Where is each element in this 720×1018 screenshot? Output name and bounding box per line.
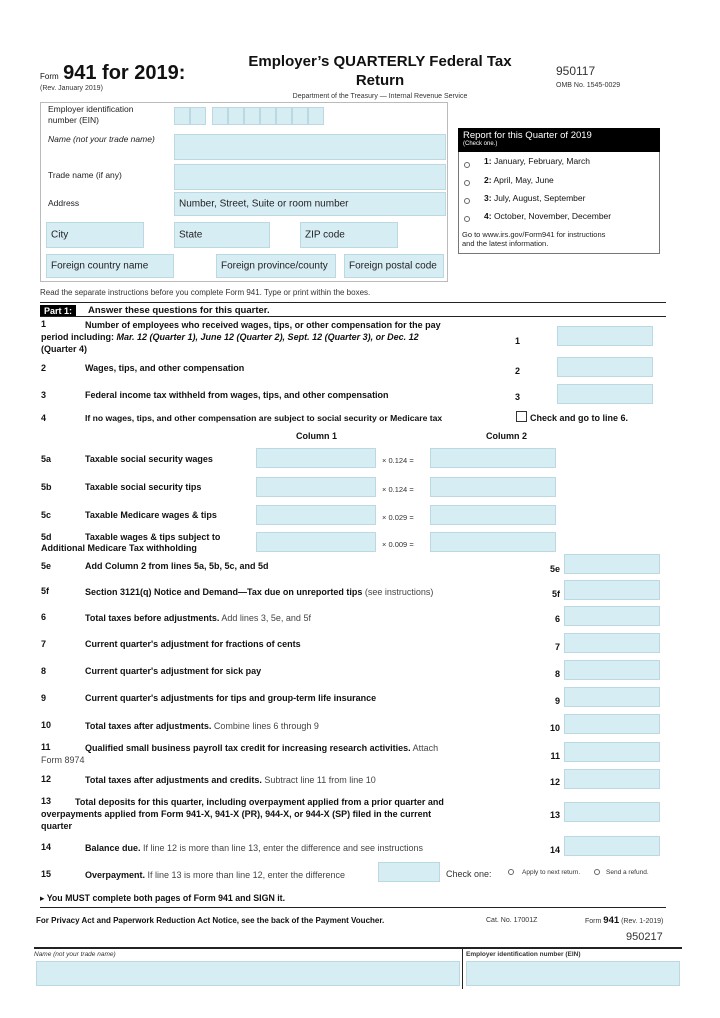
zip-input[interactable] bbox=[300, 222, 398, 248]
line4-checkbox[interactable] bbox=[516, 411, 527, 422]
line5a-number: 5a bbox=[41, 454, 52, 464]
line15-number: 15 bbox=[41, 869, 52, 879]
radio-icon[interactable] bbox=[464, 216, 470, 222]
address-label: Address bbox=[48, 198, 80, 208]
line5b-col1-input[interactable] bbox=[256, 477, 376, 497]
line15-apply-next-return: Apply to next return. bbox=[522, 869, 581, 876]
form-code: 950117 bbox=[556, 64, 596, 78]
line10-number: 10 bbox=[41, 720, 52, 730]
line5e-number: 5e bbox=[41, 561, 52, 571]
quarter-title: Report for this Quarter of 2019 bbox=[463, 130, 592, 141]
line5b-col2-input[interactable] bbox=[430, 477, 556, 497]
privacy-notice: For Privacy Act and Paperwork Reduction Act Notice, see the back of the Payment Voucher. bbox=[36, 916, 385, 925]
department: Department of the Treasury — Internal Revenue Service bbox=[292, 93, 468, 100]
foreign-postal-label: Foreign postal code bbox=[349, 260, 437, 272]
line5a-col1-input[interactable] bbox=[256, 448, 376, 468]
line8-text: Current quarter's adjustment for sick pay bbox=[85, 666, 262, 676]
line5c-col2-input[interactable] bbox=[430, 505, 556, 525]
line2-number: 2 bbox=[41, 363, 47, 373]
line5c-multiplier: × 0.029 = bbox=[382, 513, 414, 522]
line14-text: Balance due. If line 12 is more than line 13, enter the difference and see instructions bbox=[85, 843, 424, 853]
line6-number: 6 bbox=[41, 612, 47, 622]
line5a-multiplier: × 0.124 = bbox=[382, 456, 414, 465]
line3-input[interactable] bbox=[557, 384, 653, 404]
line3-number: 3 bbox=[41, 390, 47, 400]
column2-header: Column 2 bbox=[486, 431, 528, 441]
form-code-page2: 950217 bbox=[626, 931, 663, 943]
line13-input[interactable] bbox=[564, 802, 660, 822]
line12-number: 12 bbox=[41, 774, 52, 784]
line5c-col1-input[interactable] bbox=[256, 505, 376, 525]
foreign-province-input[interactable] bbox=[216, 254, 336, 278]
footer-rule bbox=[40, 907, 666, 908]
omb-number: OMB No. 1545-0029 bbox=[556, 82, 621, 89]
line5b-text: Taxable social security tips bbox=[85, 482, 202, 492]
part1-tag: Part 1: bbox=[40, 305, 76, 317]
line4-check-label: Check and go to line 6. bbox=[530, 413, 629, 423]
line10-input[interactable] bbox=[564, 714, 660, 734]
line9-number: 9 bbox=[41, 693, 47, 703]
line6-text: Total taxes before adjustments. Add lines 3, 5e, and 5f bbox=[85, 613, 311, 623]
main-title-line1: Employer’s QUARTERLY Federal Tax bbox=[248, 53, 512, 70]
line15-send-refund: Send a refund. bbox=[606, 869, 649, 876]
street-input[interactable] bbox=[174, 192, 446, 216]
line4-number: 4 bbox=[41, 413, 47, 423]
name-input[interactable] bbox=[174, 134, 446, 160]
line14-number: 14 bbox=[41, 842, 52, 852]
line6-box-label: 6 bbox=[554, 614, 560, 624]
name-label: Name (not your trade name) bbox=[48, 134, 155, 144]
line12-text: Total taxes after adjustments and credits. Subtract line 11 from line 10 bbox=[85, 775, 376, 785]
part1-bottom-rule bbox=[40, 316, 666, 317]
line5d-text: Taxable wages & tips subject to Additional Medicare Tax withholding bbox=[41, 532, 221, 553]
line5d-number: 5d bbox=[41, 532, 52, 542]
city-input[interactable] bbox=[46, 222, 144, 248]
ein-label: Employer identification number (EIN) bbox=[48, 104, 134, 125]
page2-divider bbox=[462, 949, 463, 989]
line5a-text: Taxable social security wages bbox=[85, 454, 213, 464]
line5e-box-label: 5e bbox=[549, 564, 560, 574]
line3-text: Federal income tax withheld from wages, tips, and other compensation bbox=[85, 390, 389, 400]
line3-box-label: 3 bbox=[514, 392, 520, 402]
page2-ein-input[interactable] bbox=[466, 961, 680, 986]
street-placeholder: Number, Street, Suite or room number bbox=[179, 198, 349, 210]
line11-input[interactable] bbox=[564, 742, 660, 762]
quarter-box-header bbox=[458, 128, 660, 152]
radio-icon[interactable] bbox=[508, 869, 514, 875]
line5c-text: Taxable Medicare wages & tips bbox=[85, 510, 217, 520]
page2-name-input[interactable] bbox=[36, 961, 460, 986]
line1-number: 1 bbox=[41, 319, 47, 329]
city-label: City bbox=[51, 229, 69, 241]
line5f-box-label: 5f bbox=[551, 589, 560, 599]
line2-box-label: 2 bbox=[514, 366, 520, 376]
line9-input[interactable] bbox=[564, 687, 660, 707]
state-label: State bbox=[179, 229, 203, 241]
line13-text: Total deposits for this quarter, including overpayment applied from a prior quarter and overpayments applied from Form 941-X, 941-X (PR), 944-X, or 944-X (SP) filed in the current quarter bbox=[41, 797, 444, 831]
page2-ein-label: Employer identification number (EIN) bbox=[466, 951, 581, 958]
line6-input[interactable] bbox=[564, 606, 660, 626]
line7-number: 7 bbox=[41, 639, 47, 649]
line8-input[interactable] bbox=[564, 660, 660, 680]
line13-number: 13 bbox=[41, 796, 52, 806]
line5b-multiplier: × 0.124 = bbox=[382, 485, 414, 494]
line5d-col1-input[interactable] bbox=[256, 532, 376, 552]
line5f-number: 5f bbox=[41, 586, 50, 596]
page2-top-rule bbox=[34, 947, 682, 949]
line5e-text: Add Column 2 from lines 5a, 5b, 5c, and 5d bbox=[85, 561, 269, 571]
main-title bbox=[230, 52, 530, 90]
line11-number: 11 bbox=[41, 742, 51, 752]
instructions-text: Read the separate instructions before you complete Form 941. Type or print within the boxes. bbox=[40, 288, 371, 297]
line5f-text: Section 3121(q) Notice and Demand—Tax due on unreported tips (see instructions) bbox=[85, 587, 434, 597]
line5f-input[interactable] bbox=[564, 580, 660, 600]
main-title-line2: Return bbox=[355, 72, 405, 89]
line7-text: Current quarter's adjustment for fractions of cents bbox=[85, 639, 301, 649]
radio-icon[interactable] bbox=[594, 869, 600, 875]
part1-title: Answer these questions for this quarter. bbox=[88, 305, 270, 316]
line12-box-label: 12 bbox=[549, 777, 560, 787]
line13-box-label: 13 bbox=[549, 810, 560, 820]
line8-number: 8 bbox=[41, 666, 47, 676]
catalog-number: Cat. No. 17001Z bbox=[486, 917, 538, 924]
radio-icon[interactable] bbox=[464, 180, 470, 186]
line15-input[interactable] bbox=[378, 862, 440, 882]
line11-box-label: 11 bbox=[550, 751, 560, 761]
quarter-goto-text: Go to www.irs.gov/Form941 for instructions and the latest information. bbox=[462, 230, 606, 248]
line15-text: Overpayment. If line 13 is more than line 12, enter the difference bbox=[85, 870, 345, 880]
radio-icon[interactable] bbox=[464, 162, 470, 168]
page2-name-label: Name (not your trade name) bbox=[34, 951, 116, 958]
line9-text: Current quarter's adjustments for tips and group-term life insurance bbox=[85, 693, 377, 703]
line2-input[interactable] bbox=[557, 357, 653, 377]
line1-input[interactable] bbox=[557, 326, 653, 346]
part1-top-rule bbox=[40, 302, 666, 303]
foreign-postal-input[interactable] bbox=[344, 254, 444, 278]
form-reference: Form 941 (Rev. 1-2019) bbox=[585, 915, 664, 926]
line10-box-label: 10 bbox=[549, 723, 560, 733]
line5c-number: 5c bbox=[41, 510, 52, 520]
line4-text: If no wages, tips, and other compensation are subject to social security or Medicare tax bbox=[85, 413, 443, 423]
trade-name-label: Trade name (if any) bbox=[48, 170, 122, 180]
line8-box-label: 8 bbox=[554, 669, 560, 679]
line14-input[interactable] bbox=[564, 836, 660, 856]
line5a-col2-input[interactable] bbox=[430, 448, 556, 468]
line7-input[interactable] bbox=[564, 633, 660, 653]
foreign-country-label: Foreign country name bbox=[51, 260, 149, 272]
foreign-country-input[interactable] bbox=[46, 254, 174, 278]
line9-box-label: 9 bbox=[554, 696, 560, 706]
line12-input[interactable] bbox=[564, 769, 660, 789]
line5d-col2-input[interactable] bbox=[430, 532, 556, 552]
line1-box-label: 1 bbox=[514, 336, 520, 346]
line11-text: Qualified small business payroll tax credit for increasing research activities. Attach Form 8974 bbox=[41, 743, 439, 765]
zip-label: ZIP code bbox=[305, 229, 345, 241]
quarter-check-one: (Check one.) bbox=[463, 141, 498, 147]
form-number bbox=[40, 62, 185, 85]
line14-box-label: 14 bbox=[549, 845, 560, 855]
line1-text: Number of employees who received wages, tips, or other compensation for the pay period including: Mar. 12 (Quarter 1), June 12 (Quarter 2), Sept. 12 (Quarter 3), or Dec. 12 (Quarter 4) bbox=[41, 320, 441, 354]
column1-header: Column 1 bbox=[296, 431, 338, 441]
trade-name-input[interactable] bbox=[174, 164, 446, 190]
radio-icon[interactable] bbox=[464, 198, 470, 204]
line15-check-one: Check one: bbox=[446, 869, 492, 879]
line10-text: Total taxes after adjustments. Combine lines 6 through 9 bbox=[85, 721, 319, 731]
state-input[interactable] bbox=[174, 222, 270, 248]
line5b-number: 5b bbox=[41, 482, 52, 492]
must-complete-notice: ▸ You MUST complete both pages of Form 941 and SIGN it. bbox=[40, 893, 286, 903]
line2-text: Wages, tips, and other compensation bbox=[85, 363, 245, 373]
foreign-province-label: Foreign province/county bbox=[221, 260, 328, 272]
form-prefix: Form bbox=[40, 72, 59, 81]
line5e-input[interactable] bbox=[564, 554, 660, 574]
line5d-multiplier: × 0.009 = bbox=[382, 540, 414, 549]
form-revision: (Rev. January 2019) bbox=[40, 85, 103, 92]
line7-box-label: 7 bbox=[554, 642, 560, 652]
form-title: 941 for 2019: bbox=[63, 62, 186, 84]
